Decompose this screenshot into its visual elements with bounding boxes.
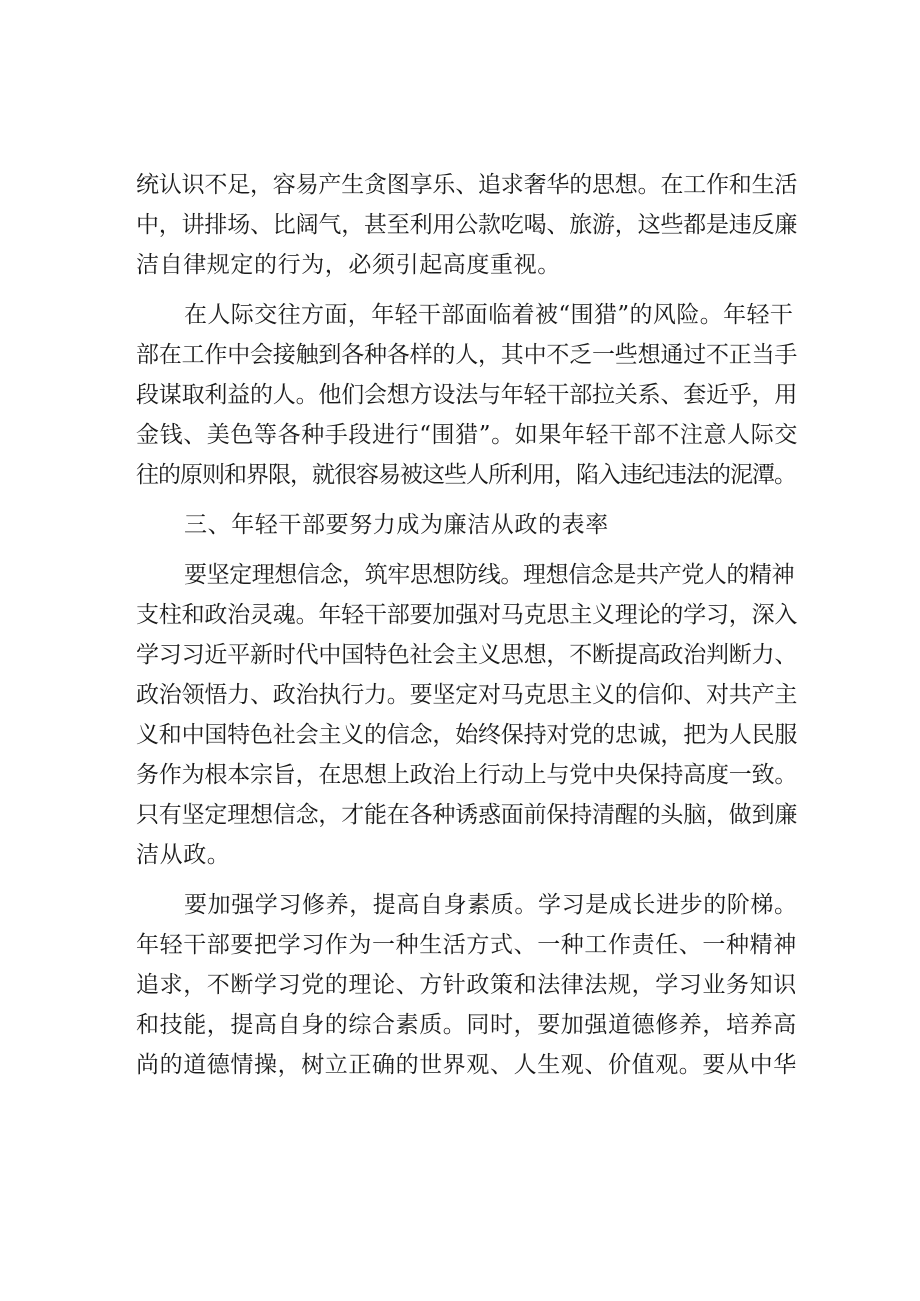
paragraph-ideals-beliefs	[136, 555, 798, 875]
paragraph-continued	[136, 165, 798, 285]
text-line: 尚的道德情操，树立正确的世界观、人生观、价值观。要从中华	[136, 1052, 797, 1078]
text-line: 段谋取利益的人。他们会想方设法与年轻干部拉关系、套近乎，用	[136, 382, 798, 408]
section-heading	[136, 505, 798, 545]
paragraph-interpersonal-risk	[136, 295, 798, 495]
text-line: 只有坚定理想信念，才能在各种诱惑面前保持清醒的头脑，做到廉	[136, 802, 798, 828]
text-line: 要加强学习修养，提高自身素质。学习是成长进步的阶梯。	[184, 892, 798, 918]
heading-line: 三、年轻干部要努力成为廉洁从政的表率	[184, 512, 609, 538]
text-line: 金钱、美色等各种手段进行“围猎”。如果年轻干部不注意人际交	[136, 422, 798, 448]
text-line: 和技能，提高自身的综合素质。同时，要加强道德修养，培养高	[136, 1012, 797, 1038]
paragraph-study-cultivation	[136, 885, 798, 1085]
text-line: 支柱和政治灵魂。年轻干部要加强对马克思主义理论的学习，深入	[136, 602, 798, 628]
text-line: 统认识不足，容易产生贪图享乐、追求奢华的思想。在工作和生活	[136, 172, 798, 198]
text-line: 追求，不断学习党的理论、方针政策和法律法规，学习业务知识	[136, 972, 797, 998]
text-line: 年轻干部要把学习作为一种生活方式、一种工作责任、一种精神	[136, 932, 797, 958]
text-line: 在人际交往方面，年轻干部面临着被“围猎”的风险。年轻干	[184, 302, 794, 328]
text-line: 中，讲排场、比阔气，甚至利用公款吃喝、旅游，这些都是违反廉	[136, 212, 798, 238]
text-line: 政治领悟力、政治执行力。要坚定对马克思主义的信仰、对共产主	[136, 682, 798, 708]
text-line: 洁从政。	[136, 842, 231, 868]
document-body	[136, 165, 798, 1095]
text-line: 务作为根本宗旨，在思想上政治上行动上与党中央保持高度一致。	[136, 762, 798, 788]
text-line: 义和中国特色社会主义的信念，始终保持对党的忠诚，把为人民服	[136, 722, 798, 748]
text-line: 学习习近平新时代中国特色社会主义思想，不断提高政治判断力、	[136, 642, 798, 668]
text-line: 要坚定理想信念，筑牢思想防线。理想信念是共产党人的精神	[184, 562, 795, 588]
text-line: 洁自律规定的行为，必须引起高度重视。	[136, 252, 561, 278]
text-line: 部在工作中会接触到各种各样的人，其中不乏一些想通过不正当手	[136, 342, 798, 368]
text-line: 往的原则和界限，就很容易被这些人所利用，陷入违纪违法的泥潭。	[136, 462, 796, 488]
